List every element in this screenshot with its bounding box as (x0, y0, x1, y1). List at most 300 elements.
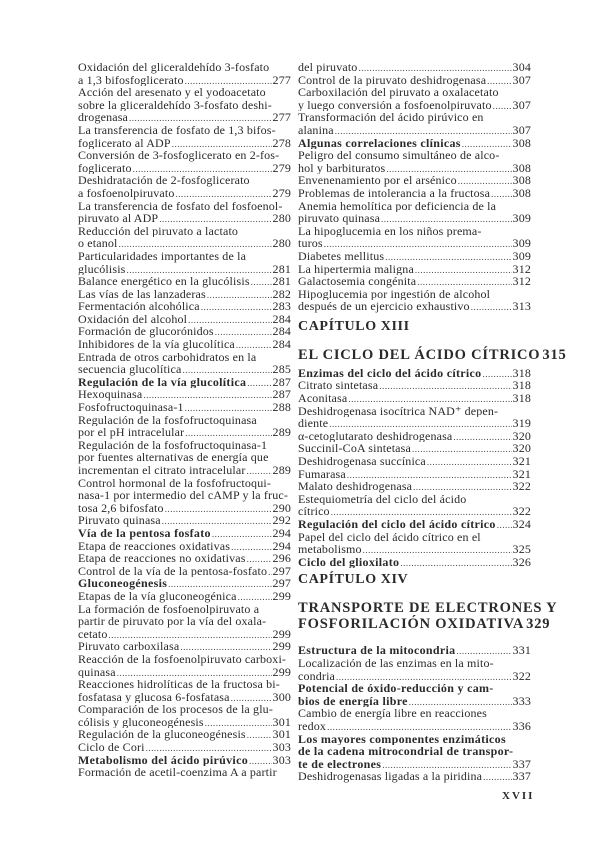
toc-entry-line (298, 493, 531, 506)
toc-entry[interactable] (298, 733, 531, 771)
toc-entry[interactable] (298, 442, 531, 455)
toc-entry-title: Peligro del consumo simultáneo de alco- (298, 149, 500, 162)
toc-entry-line (298, 288, 531, 301)
toc-entry-title: Galactosemia congénita (298, 275, 417, 288)
toc-entry[interactable] (298, 225, 531, 250)
toc-entry-title: Potencial de óxido-reducción y cam- (298, 682, 494, 695)
toc-entry-line (298, 74, 531, 87)
toc-entry-line (298, 86, 531, 99)
toc-entry-title: Comparación de los procesos de la glu- (78, 703, 273, 716)
chapter-entries (298, 644, 531, 783)
toc-entry-title: Succinil-CoA sintetasa (298, 442, 411, 456)
toc-entry-line (298, 518, 531, 531)
toc-entry[interactable] (78, 313, 291, 326)
toc-page-number: 307 (512, 123, 531, 137)
page-number: XVII (502, 790, 535, 802)
toc-entry-title: cítrico (298, 505, 330, 518)
toc-entry-line (78, 200, 291, 213)
toc-entry-line (78, 363, 291, 376)
toc-entry-title: Hipoglucemia por ingestión de alcohol (298, 287, 491, 301)
toc-entry-line (298, 263, 531, 276)
toc-entry-line (298, 720, 531, 733)
toc-entry-line (78, 565, 291, 578)
toc-entry-title: La hipoglucemia en los niños prema- (298, 224, 482, 238)
toc-entry-title: nasa-1 por intermedio del cAMP y la fruc- (78, 489, 288, 502)
toc-entry[interactable] (78, 603, 291, 641)
toc-entry[interactable] (298, 455, 531, 468)
chapter-title-text: FOSFORILACIÓN OXIDATIVA (298, 616, 525, 633)
toc-entry[interactable] (298, 187, 531, 200)
toc-page-number: 318 (512, 379, 531, 393)
toc-entry-title: Transformación del ácido pirúvico en (298, 111, 484, 124)
dot-leader (386, 163, 511, 175)
toc-entry-line (78, 603, 291, 616)
toc-entry-line (298, 556, 531, 569)
toc-entry-line (298, 505, 531, 518)
toc-entry-title: Balance energético en la glucólisis (78, 275, 250, 288)
toc-entry-title: turos (298, 237, 323, 250)
toc-entry[interactable] (298, 770, 531, 783)
toc-entry-title: Deshidratación de 2-fosfoglicerato (78, 174, 250, 187)
toc-page-number: 325 (512, 543, 531, 556)
toc-entry-line (298, 455, 531, 468)
toc-page-number: 280 (272, 237, 291, 250)
toc-entry[interactable] (78, 401, 291, 414)
toc-entry[interactable] (78, 552, 291, 565)
toc-entry[interactable] (298, 137, 531, 150)
toc-entry-title: cetato (78, 627, 108, 641)
toc-page-number: 319 (512, 417, 531, 430)
toc-entry-title: Ciclo del glioxilato (298, 555, 400, 569)
toc-continued-entries (298, 61, 531, 313)
toc-entry-line (78, 527, 291, 540)
toc-entry-title: cólisis y gluconeogénesis (78, 715, 204, 729)
toc-entry-line (78, 439, 291, 452)
toc-entry-line (78, 149, 291, 162)
toc-page-number: 294 (272, 539, 291, 553)
toc-entry[interactable] (78, 200, 291, 225)
chapter-label: CAPÍTULO XIV (298, 572, 409, 588)
toc-entry[interactable] (78, 174, 291, 199)
dot-leader (146, 742, 272, 754)
chapter-title[interactable] (298, 346, 567, 363)
toc-page-number: 277 (272, 111, 291, 124)
toc-entry-title: condria (298, 669, 336, 683)
toc-entry-title: Ciclo de Cori (78, 741, 145, 754)
toc-entry[interactable] (78, 250, 291, 275)
toc-entry[interactable] (298, 644, 531, 657)
toc-entry-line (78, 275, 291, 288)
toc-entry-line (78, 325, 291, 338)
toc-entry-line (298, 99, 531, 112)
toc-entry-title: Entrada de otros carbohidratos en la (78, 350, 257, 364)
chapter-title[interactable] (298, 600, 558, 633)
toc-page-number: 313 (512, 300, 531, 313)
toc-page-number: 322 (512, 505, 531, 518)
toc-entry[interactable] (78, 124, 291, 149)
dot-leader (382, 759, 511, 771)
toc-entry[interactable] (78, 376, 291, 389)
toc-entry-title: tosa 2,6 bifosfato (78, 501, 164, 515)
toc-entry[interactable] (298, 174, 531, 187)
toc-page-number: 308 (512, 174, 531, 187)
toc-entry[interactable] (78, 86, 291, 124)
toc-entry-line (298, 770, 531, 783)
toc-entry-line (298, 61, 531, 74)
toc-entry-title: Carboxilación del piruvato a oxalacetato (298, 86, 499, 99)
toc-page-number: 281 (272, 262, 291, 276)
toc-entry-line (78, 552, 291, 565)
toc-entry[interactable] (78, 754, 291, 767)
toc-entry[interactable] (78, 640, 291, 653)
toc-entry[interactable] (78, 540, 291, 553)
toc-entry-line (78, 300, 291, 313)
dot-leader (249, 755, 272, 767)
toc-entry-line (298, 733, 531, 746)
toc-entry-line (298, 430, 531, 443)
toc-page-number: 283 (272, 300, 291, 313)
dot-leader (188, 314, 271, 326)
dot-leader (491, 188, 511, 200)
toc-entry[interactable] (78, 351, 291, 376)
toc-page-number: 304 (512, 61, 531, 74)
toc-entry-title: Enzimas del ciclo del ácido cítrico (298, 366, 482, 380)
dot-leader (238, 591, 272, 603)
dot-leader (212, 528, 272, 540)
toc-entry-line (298, 745, 531, 758)
toc-entry-line (78, 61, 291, 74)
toc-page-number: 287 (272, 375, 291, 389)
toc-entry-title: Las vías de las lanzaderas (78, 287, 206, 301)
toc-entry-line (298, 468, 531, 481)
toc-entry-title: Fermentación alcohólica (78, 300, 200, 313)
toc-page-number: 309 (512, 249, 531, 263)
toc-entry-line (298, 543, 531, 556)
dot-leader (482, 368, 511, 380)
dot-leader (427, 456, 512, 468)
toc-entry-line (78, 426, 291, 439)
toc-entry[interactable] (298, 405, 531, 430)
toc-entry-title: Conversión de 3-fosfoglicerato en 2-fos- (78, 149, 280, 162)
toc-entry-line (298, 162, 531, 175)
toc-entry-title: Reacciones hidrolíticas de la fructosa bi- (78, 678, 280, 691)
dot-leader (462, 138, 512, 150)
toc-entry-title: Malato deshidrogenasa (298, 480, 413, 493)
toc-entry-title: piruvato al ADP (78, 212, 159, 225)
toc-entry[interactable] (298, 682, 531, 707)
toc-entry-line (298, 149, 531, 162)
toc-entry-line (78, 414, 291, 427)
toc-page-number: 322 (512, 480, 531, 493)
chapter-title-text: EL CICLO DEL ÁCIDO CÍTRICO (298, 346, 541, 363)
toc-entry-line (78, 388, 291, 401)
toc-entry-line (298, 758, 531, 771)
toc-entry[interactable] (298, 707, 531, 732)
toc-entry[interactable] (78, 653, 291, 678)
dot-leader (400, 557, 511, 569)
toc-entry[interactable] (298, 468, 531, 481)
toc-page-number: 297 (272, 564, 291, 578)
dot-leader (415, 264, 512, 276)
toc-entry-title: Acción del aresenato y el yodoacetato (78, 86, 266, 99)
dot-leader (117, 667, 272, 679)
toc-entry-line (298, 405, 531, 418)
toc-entry-title: Control de la piruvato deshidrogenasa (298, 73, 487, 87)
dot-leader (143, 389, 271, 401)
toc-entry-title: metabolismo (298, 543, 362, 556)
toc-entry-line (298, 682, 531, 695)
toc-entry[interactable] (298, 200, 531, 225)
toc-page-number: 308 (512, 136, 531, 150)
toc-entry[interactable] (298, 367, 531, 380)
dot-leader (483, 771, 511, 783)
toc-entry-line (78, 174, 291, 187)
dot-leader (172, 138, 272, 150)
toc-entry-title: Reducción del piruvato a lactato (78, 224, 239, 238)
toc-entry[interactable] (78, 325, 291, 338)
dot-leader (413, 481, 511, 493)
toc-entry[interactable] (298, 480, 531, 493)
toc-entry-line (78, 86, 291, 99)
toc-entry[interactable] (78, 414, 291, 439)
toc-entry-title: Estequiometría del ciclo del ácido (298, 492, 467, 506)
toc-entry-title: diente (298, 417, 329, 430)
toc-page-number: 321 (512, 467, 531, 481)
toc-entry-line (78, 401, 291, 414)
toc-page-number: 285 (272, 363, 291, 376)
toc-entry-line (298, 379, 531, 392)
dot-leader (379, 380, 511, 392)
toc-entry-title: Regulación de la fosfofructoquinasa (78, 413, 257, 427)
toc-entry-title: Regulación del ciclo del ácido cítrico (298, 518, 496, 531)
toc-entry-line (298, 225, 531, 238)
toc-entry-line (298, 657, 531, 670)
toc-entry[interactable] (78, 338, 291, 351)
dot-leader (162, 515, 272, 527)
toc-page-number: 289 (272, 426, 291, 439)
dot-leader (268, 566, 271, 578)
toc-page-number: 299 (272, 589, 291, 603)
toc-entry-line (78, 187, 291, 200)
toc-entry[interactable] (298, 61, 531, 74)
toc-entry[interactable] (298, 392, 531, 405)
toc-entry-title: fosfatasa y glucosa 6-fosfatasa (78, 690, 230, 704)
toc-page-number: 303 (272, 753, 291, 767)
toc-entry[interactable] (298, 275, 531, 288)
dot-leader (497, 519, 512, 531)
toc-entry[interactable] (78, 300, 291, 313)
toc-entry-line (298, 200, 531, 213)
toc-entry[interactable] (78, 766, 291, 779)
dot-leader (165, 503, 272, 515)
dot-leader (336, 671, 512, 683)
toc-entry[interactable] (298, 556, 531, 569)
dot-leader (348, 393, 511, 405)
toc-entry-title: Formación de acetil-coenzima A a partir (78, 766, 277, 779)
toc-entry-line (78, 615, 291, 628)
toc-entry-line (298, 644, 531, 657)
toc-entry-line (298, 275, 531, 288)
toc-entry[interactable] (298, 379, 531, 392)
toc-entry-title: por fuentes alternativas de energía que (78, 451, 269, 464)
toc-entry-line (298, 367, 531, 380)
toc-entry[interactable] (78, 61, 291, 86)
dot-leader (129, 112, 272, 124)
toc-page-number: 336 (512, 719, 531, 733)
dot-leader (381, 213, 512, 225)
toc-entry[interactable] (78, 577, 291, 590)
toc-entry[interactable] (298, 531, 531, 556)
toc-entry[interactable] (298, 657, 531, 682)
toc-entry[interactable] (298, 111, 531, 136)
toc-entry-line (298, 531, 531, 544)
toc-entry[interactable] (78, 590, 291, 603)
dot-leader (109, 629, 272, 641)
toc-entry-title: α-cetoglutarato deshidrogenasa (298, 429, 453, 443)
toc-entry[interactable] (78, 728, 291, 741)
toc-entry[interactable] (298, 263, 531, 276)
dot-leader (412, 443, 512, 455)
toc-entry-title: Algunas correlaciones clínicas (298, 136, 461, 150)
dot-leader (247, 729, 272, 741)
toc-page-number: 308 (512, 186, 531, 200)
toc-entry-line (78, 124, 291, 137)
toc-entry[interactable] (78, 439, 291, 477)
toc-page-number: 318 (512, 366, 531, 380)
dot-leader (458, 175, 512, 187)
toc-entry-title: Formación de glucorónidos (78, 325, 214, 339)
toc-entry[interactable] (78, 703, 291, 728)
toc-entry[interactable] (298, 288, 531, 313)
toc-entry-line (298, 442, 531, 455)
toc-page-number: 297 (272, 577, 291, 590)
toc-entry-title: drogenasa (78, 111, 128, 124)
toc-entry-line (78, 716, 291, 729)
toc-page-number: 287 (272, 388, 291, 402)
toc-entry[interactable] (78, 477, 291, 515)
toc-entry-line (78, 137, 291, 150)
toc-entry-line (78, 99, 291, 112)
toc-entry[interactable] (78, 149, 291, 174)
dot-leader (471, 301, 512, 313)
toc-page-number: 301 (272, 728, 291, 742)
dot-leader (185, 75, 272, 87)
toc-page-number: 307 (512, 73, 531, 87)
toc-entry-title: La transferencia de fosfato de 1,3 bifos- (78, 123, 276, 137)
toc-page-number: 281 (272, 275, 291, 288)
dot-leader (159, 213, 271, 225)
toc-entry[interactable] (298, 493, 531, 518)
toc-entry[interactable] (78, 225, 291, 250)
dot-leader (215, 326, 272, 338)
toc-entry[interactable] (78, 527, 291, 540)
toc-entry-title: La formación de fosfoenolpiruvato a (78, 602, 260, 616)
dot-leader (185, 427, 271, 439)
toc-entry-title: después de un ejercicio exhaustivo (298, 300, 470, 313)
toc-entry-title: Citrato sintetasa (298, 379, 379, 393)
toc-entry-title: bios de energía libre (298, 694, 408, 708)
toc-entry-line (78, 514, 291, 527)
toc-entry[interactable] (78, 288, 291, 301)
toc-entry-title: Fumarasa (298, 467, 346, 481)
toc-entry-title: Piruvato carboxilasa (78, 640, 180, 653)
dot-leader (417, 276, 511, 288)
toc-entry-title: Gluconeogénesis (78, 577, 168, 590)
toc-entry-line (78, 666, 291, 679)
toc-page-number: 299 (272, 627, 291, 641)
toc-entry[interactable] (298, 430, 531, 443)
toc-entry-line (78, 162, 291, 175)
toc-entry-title: La hipertermia maligna (298, 262, 414, 276)
toc-entry[interactable] (298, 518, 531, 531)
toc-page-number: 318 (512, 392, 531, 405)
toc-left-column (78, 61, 291, 779)
toc-entry[interactable] (298, 250, 531, 263)
toc-entry-line (298, 187, 531, 200)
toc-entry-line (78, 703, 291, 716)
toc-entry-title: Diabetes mellitus (298, 249, 385, 263)
toc-page-number: 320 (512, 429, 531, 443)
toc-entry-title: y luego conversión a fosfoenolpiruvato (298, 98, 492, 112)
toc-entry-line (78, 678, 291, 691)
toc-entry-title: secuencia glucolítica (78, 363, 182, 376)
dot-leader (409, 696, 512, 708)
dot-leader (201, 301, 272, 313)
toc-entry-title: alanina (298, 123, 334, 137)
toc-page-number: 309 (512, 212, 531, 225)
toc-page-number: 280 (272, 212, 291, 225)
toc-page-number: 324 (512, 518, 531, 531)
toc-entry[interactable] (298, 149, 531, 174)
dot-leader (453, 431, 511, 443)
toc-entry[interactable] (78, 741, 291, 754)
toc-entry-title: partir de piruvato por la vía del oxala- (78, 615, 267, 628)
toc-entry-title: Anemia hemolítica por deficiencia de la (298, 199, 497, 213)
toc-entry[interactable] (298, 86, 531, 111)
toc-entry-title: Estructura de la mitocondria (298, 644, 456, 657)
toc-entry-title: Inhibidores de la vía glucolítica (78, 338, 235, 351)
toc-entry[interactable] (78, 678, 291, 703)
toc-entry[interactable] (78, 565, 291, 578)
toc-entry-title: glucólisis (78, 262, 126, 276)
toc-entry[interactable] (78, 388, 291, 401)
toc-entry-title: Cambio de energía libre en reacciones (298, 707, 487, 720)
dot-leader (119, 238, 272, 250)
toc-entry-line (78, 590, 291, 603)
toc-entry[interactable] (78, 275, 291, 288)
toc-entry-title: Metabolismo del ácido pirúvico (78, 753, 248, 767)
toc-page-number: 288 (272, 401, 291, 414)
toc-page-number: 290 (272, 501, 291, 515)
toc-entry-title: Control hormonal de la fosfofructoqui- (78, 476, 271, 490)
toc-entry[interactable] (298, 74, 531, 87)
toc-entry-line (298, 237, 531, 250)
chapter-title-line: TRANSPORTE DE ELECTRONES Y (298, 600, 558, 617)
dot-leader (247, 377, 271, 389)
toc-entry-title: Deshidrogenasa succínica (298, 455, 426, 468)
toc-entry-title: foglicerato al ADP (78, 136, 171, 150)
toc-entry-line (78, 464, 291, 477)
toc-entry-title: piruvato quinasa (298, 212, 381, 225)
toc-entry[interactable] (78, 514, 291, 527)
toc-page-number: 308 (512, 161, 531, 175)
toc-entry-title: Control de la vía de la pentosa-fosfato (78, 564, 268, 578)
toc-entry-line (78, 212, 291, 225)
toc-entry-title: del piruvato (298, 61, 358, 74)
dot-leader (329, 418, 511, 430)
toc-entry-line (78, 741, 291, 754)
toc-entry-title: Etapa de reacciones no oxidativas (78, 552, 246, 565)
